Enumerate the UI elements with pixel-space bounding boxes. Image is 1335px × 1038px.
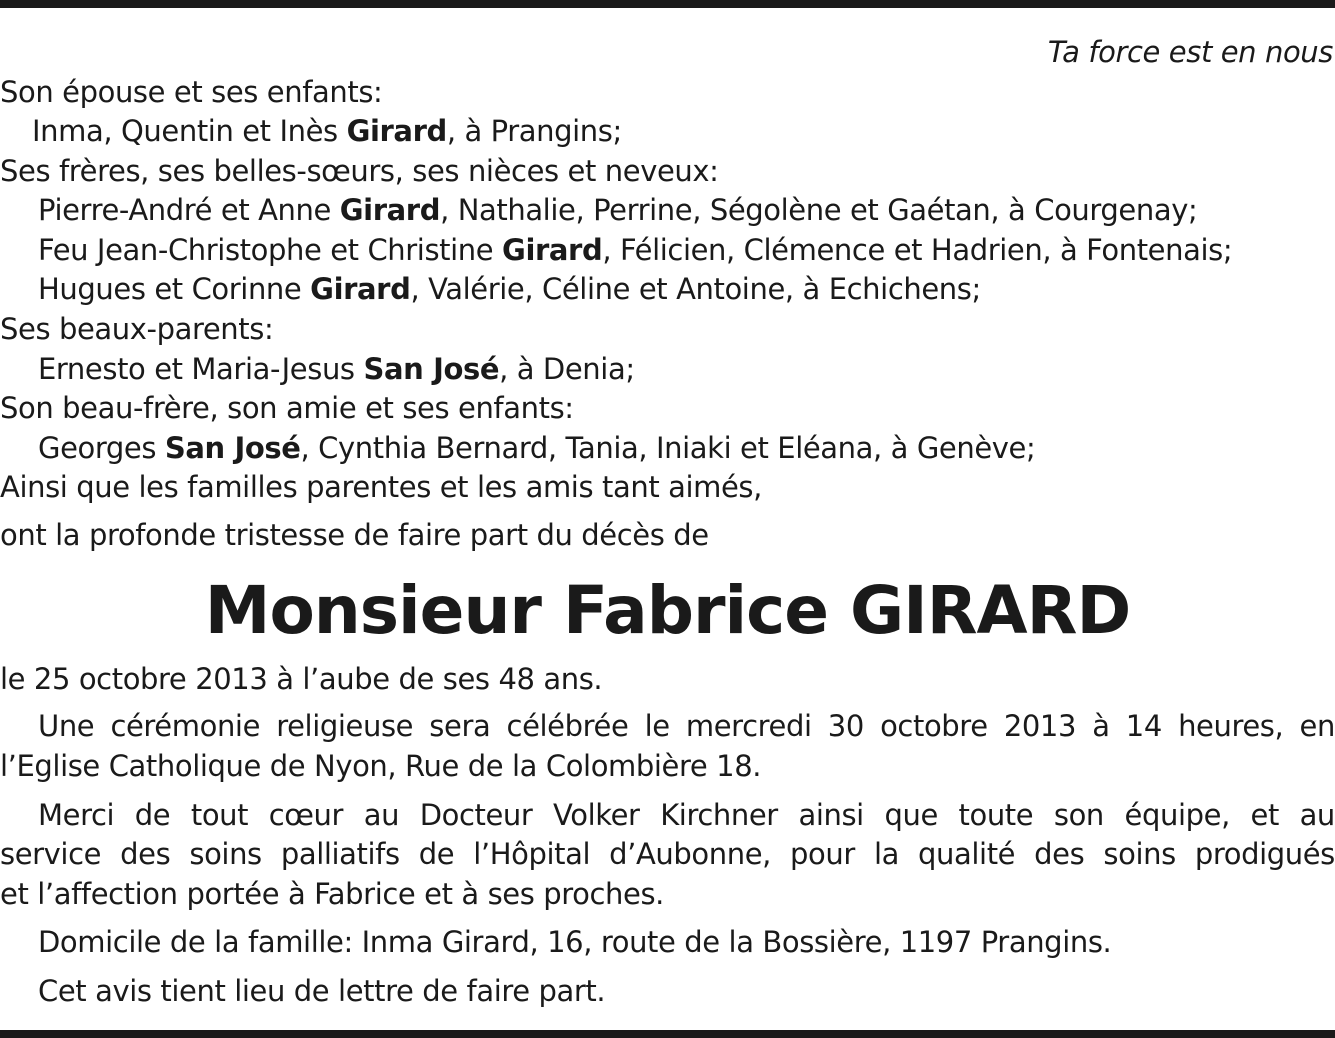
word: des	[1034, 837, 1085, 871]
spouse-children-line: Inma, Quentin et Inès Girard, à Prangins;	[32, 114, 622, 148]
word: que	[884, 798, 938, 832]
word: ainsi	[798, 798, 864, 832]
inlaws-line: Ernesto et Maria-Jesus San José, à Denia;	[38, 352, 635, 386]
ceremony-line-1	[38, 707, 1335, 747]
word: soins	[1103, 837, 1176, 871]
domicile-line: Domicile de la famille: Inma Girard, 16, route de la Bossière, 1197 Prangins.	[38, 925, 1112, 959]
word: célébrée	[506, 709, 629, 743]
thanks-line-3: et l’affection portée à Fabrice et à ses proches.	[0, 877, 664, 911]
word: 30	[827, 709, 864, 743]
word: et	[1250, 798, 1279, 832]
word: cœur	[268, 798, 344, 832]
word: 14	[1125, 709, 1162, 743]
word: de	[418, 837, 455, 871]
ceremony-line-2: l’Eglise Catholique de Nyon, Rue de la Colombière 18.	[0, 749, 762, 783]
word: Docteur	[419, 798, 533, 832]
word: heures,	[1178, 709, 1284, 743]
siblings-heading: Ses frères, ses belles-sœurs, ses nièces et neveux:	[0, 154, 719, 188]
word: de	[134, 798, 171, 832]
sibling-line-3: Hugues et Corinne Girard, Valérie, Céline et Antoine, à Echichens;	[38, 272, 981, 306]
brother-in-law-line: Georges San José, Cynthia Bernard, Tania, Iniaki et Eléana, à Genève;	[38, 431, 1036, 465]
word: cérémonie	[110, 709, 261, 743]
thanks-line-2	[0, 835, 1335, 875]
death-date-line: le 25 octobre 2013 à l’aube de ses 48 ans.	[0, 662, 603, 696]
motto: Ta force est en nous	[1047, 35, 1333, 69]
spouse-children-heading: Son épouse et ses enfants:	[0, 75, 383, 109]
announcement-line: ont la profonde tristesse de faire part du décès de	[0, 518, 709, 552]
word: service	[0, 837, 102, 871]
word: prodigués	[1194, 837, 1335, 871]
word: d’Aubonne,	[609, 837, 771, 871]
deceased-name: Monsieur Fabrice GIRARD	[204, 572, 1131, 649]
thanks-line-1	[38, 796, 1335, 836]
word: palliatifs	[280, 837, 400, 871]
word: tout	[190, 798, 249, 832]
word: toute	[958, 798, 1034, 832]
word: pour	[790, 837, 855, 871]
word: qualité	[918, 837, 1016, 871]
word: mercredi	[685, 709, 812, 743]
inlaws-heading: Ses beaux-parents:	[0, 312, 274, 346]
word: son	[1053, 798, 1104, 832]
word: soins	[189, 837, 262, 871]
word: des	[120, 837, 171, 871]
word: en	[1299, 709, 1335, 743]
others-line: Ainsi que les familles parentes et les amis tant aimés,	[0, 470, 762, 504]
word: Une	[38, 709, 95, 743]
word: le	[644, 709, 670, 743]
word: octobre	[880, 709, 988, 743]
word: équipe,	[1124, 798, 1230, 832]
word: Volker	[553, 798, 640, 832]
word: au	[363, 798, 400, 832]
sibling-line-1: Pierre-André et Anne Girard, Nathalie, Perrine, Ségolène et Gaétan, à Courgenay;	[38, 193, 1198, 227]
word: sera	[429, 709, 491, 743]
word: Kirchner	[660, 798, 778, 832]
word: religieuse	[276, 709, 414, 743]
brother-in-law-heading: Son beau-frère, son amie et ses enfants:	[0, 391, 574, 425]
word: à	[1092, 709, 1110, 743]
word: 2013	[1003, 709, 1077, 743]
word: l’Hôpital	[473, 837, 591, 871]
bottom-rule	[0, 1030, 1335, 1038]
closing-line: Cet avis tient lieu de lettre de faire part.	[38, 974, 606, 1008]
word: la	[873, 837, 899, 871]
word: Merci	[38, 798, 115, 832]
word: au	[1299, 798, 1335, 832]
sibling-line-2: Feu Jean-Christophe et Christine Girard, Félicien, Clémence et Hadrien, à Fontenais;	[38, 233, 1233, 267]
